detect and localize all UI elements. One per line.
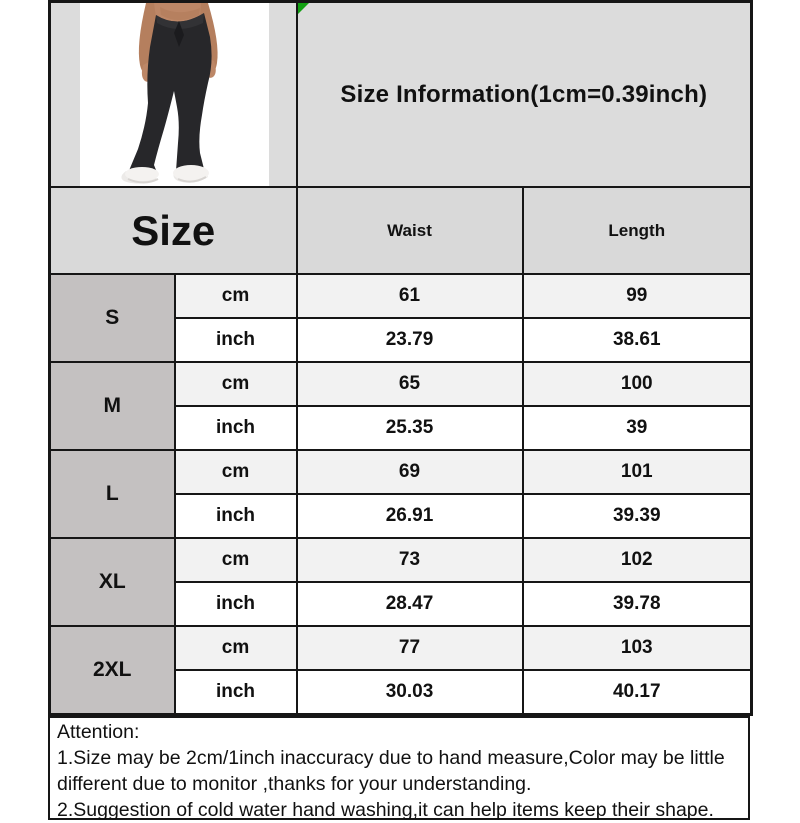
size-table: [48, 0, 753, 716]
attention-item: 1.Size may be 2cm/1inch inaccuracy due to hand measure,Color may be little different due to monitor ,thanks for your understanding.: [57, 747, 725, 795]
top-row: [50, 2, 752, 188]
waist-column-header: Waist: [297, 187, 523, 274]
size-info-title-cell: [297, 2, 752, 188]
length-cm-value: 99: [523, 274, 752, 318]
length-column-header: Length: [523, 187, 752, 274]
table-row: [50, 450, 752, 494]
table-row: [50, 626, 752, 670]
unit-label-inch: inch: [175, 318, 297, 362]
length-inch-value: 38.61: [523, 318, 752, 362]
waist-inch-value: 28.47: [297, 582, 523, 626]
waist-inch-value: 23.79: [297, 318, 523, 362]
attention-title: Attention:: [57, 721, 140, 743]
waist-inch-value: 30.03: [297, 670, 523, 715]
length-cm-value: 103: [523, 626, 752, 670]
length-cm-value: 101: [523, 450, 752, 494]
column-header-row: [50, 187, 752, 274]
unit-label-cm: cm: [175, 538, 297, 582]
table-row: [50, 538, 752, 582]
unit-label-inch: inch: [175, 582, 297, 626]
length-cm-value: 102: [523, 538, 752, 582]
size-chart-sheet: [48, 0, 750, 820]
length-inch-value: 39.78: [523, 582, 752, 626]
size-label-l: L: [50, 450, 175, 538]
size-info-title: Size Information(1cm=0.39inch): [340, 80, 708, 108]
waist-inch-value: 26.91: [297, 494, 523, 538]
length-inch-value: 40.17: [523, 670, 752, 715]
length-cm-value: 100: [523, 362, 752, 406]
length-inch-value: 39.39: [523, 494, 752, 538]
attention-notes-box: [48, 716, 750, 820]
flare-leggings-illustration: [80, 3, 269, 186]
size-label-xl: XL: [50, 538, 175, 626]
waist-cm-value: 61: [297, 274, 523, 318]
size-label-s: S: [50, 274, 175, 362]
product-photo-cell: [50, 2, 297, 188]
attention-item: 2.Suggestion of cold water hand washing,it can help items keep their shape.: [57, 799, 714, 821]
waist-cm-value: 73: [297, 538, 523, 582]
waist-cm-value: 69: [297, 450, 523, 494]
table-row: [50, 274, 752, 318]
length-inch-value: 39: [523, 406, 752, 450]
size-label-2xl: 2XL: [50, 626, 175, 715]
unit-label-cm: cm: [175, 362, 297, 406]
product-image: [80, 3, 269, 186]
unit-label-inch: inch: [175, 494, 297, 538]
unit-label-inch: inch: [175, 670, 297, 715]
cell-corner-marker: [298, 3, 309, 14]
size-column-header: Size: [50, 187, 297, 274]
table-row: [50, 362, 752, 406]
unit-label-inch: inch: [175, 406, 297, 450]
unit-label-cm: cm: [175, 274, 297, 318]
size-label-m: M: [50, 362, 175, 450]
waist-cm-value: 65: [297, 362, 523, 406]
unit-label-cm: cm: [175, 450, 297, 494]
unit-label-cm: cm: [175, 626, 297, 670]
waist-cm-value: 77: [297, 626, 523, 670]
waist-inch-value: 25.35: [297, 406, 523, 450]
